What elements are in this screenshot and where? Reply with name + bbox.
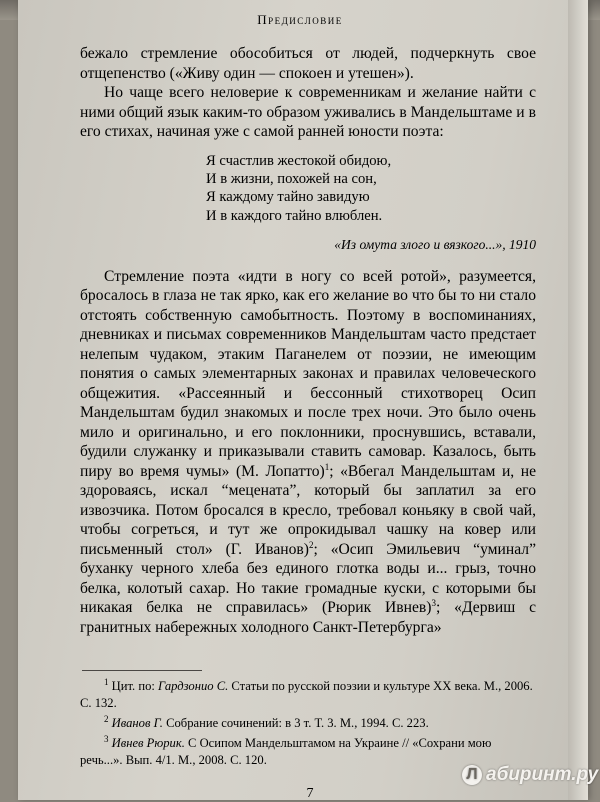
main-text bbox=[80, 44, 536, 637]
labirint-logo-icon: Л bbox=[462, 765, 482, 785]
footnote-separator bbox=[82, 670, 202, 671]
footnote-text: Статьи по русской поэзии и культуре XX века. М., 2006. С. 132. bbox=[80, 679, 533, 710]
paragraph-3-part-4: ; «Дервиш с гранитных набережных холодного Санкт-Петербурга» bbox=[80, 599, 536, 636]
running-head: Предисловие bbox=[257, 12, 343, 27]
footnote-ref-3: 3 bbox=[431, 597, 436, 608]
watermark-text: абиринт.ру bbox=[486, 764, 599, 785]
footnote-lead: Цит. по: bbox=[111, 679, 159, 693]
footnote-ref-2: 2 bbox=[308, 539, 314, 550]
footnote-ref-1: 1 bbox=[324, 461, 330, 472]
paragraph-2: Но чаще всего неловерие к современникам и желание найти с ними общий язык каким-то образом уживались в Мандельштаме и в его стихах, начиная уже с самой ранней юности поэта: bbox=[80, 84, 536, 140]
poem-quote bbox=[206, 152, 536, 226]
poem-attribution: «Из омута злого и вязкого...», 1910 bbox=[334, 237, 536, 253]
paragraph-3-part-3: ; «Осип Эмильевич “уминал” буханку черного хлеба без единого глотка воды и... грыз, точно белка, колотый сахар. Но такие громадные куски, с которыми бы никакая белка не справилась» (Рюрик Ивнев) bbox=[80, 540, 536, 617]
footnote-2 bbox=[80, 715, 536, 732]
paragraph-3-part-2: ; «Вбегал Мандельштам и, не здороваясь, искал “мецената”, который бы заплатил за его извозчика. Потом бросался в кресло, требовал коньяку в свой чай, чтобы согреться, и тут же опрокидывал чашку на ковер или письменный стол» (Г. Иванов) bbox=[80, 462, 536, 558]
footnote-number: 3 bbox=[104, 733, 109, 744]
paragraph-continuation: бежало стремление обособиться от людей, подчеркнуть свое отщепенство («Живу один — спокоен и утешен»). bbox=[80, 45, 536, 82]
footnote-author: Гардзонио С. bbox=[158, 679, 229, 693]
page-edge bbox=[568, 0, 588, 800]
paragraph-3 bbox=[80, 267, 536, 638]
poem-line: Я счастлив жестокой обидою, bbox=[206, 152, 392, 169]
footnotes bbox=[80, 678, 536, 772]
poem-line: И в жизни, похожей на сон, bbox=[206, 170, 377, 187]
footnote-1 bbox=[80, 678, 536, 712]
labirint-watermark bbox=[462, 764, 598, 786]
poem-line: Я каждому тайно завидую bbox=[206, 189, 370, 206]
footnote-number: 1 bbox=[104, 676, 109, 687]
paragraph-3-part-1: Стремление поэта «идти в ногу со всей ротой», разумеется, бросалось в глаза не так ярко, как его желание во что бы то ни стало отстоять собственную самобытность. Поэтому в воспоминаниях, дневниках и письмах современников Мандельштам часто предстает нелепым чудаком, этаким Паганелем от поэзии, не имеющим понятия о самых элементарных законах и правилах человеческого общежития. «Рассеянный и бессонный стихотворец Осип Мандельштам будил знакомых и после трех ночи. Это было очень мило и оригинально, и его поклонники, проснувшись, вставали, будили служанку и приказывали ставить самовар. Казалось, быть пиру во время чумы» (М. Лопатто) bbox=[80, 267, 536, 480]
page-number: 7 bbox=[306, 786, 314, 801]
footnote-author: Иванов Г. bbox=[111, 716, 163, 730]
footnote-text: С Осипом Мандельштамом на Украине // «Сохрани мою речь...». Вып. 4/1. М., 2008. С. 120. bbox=[80, 736, 492, 767]
footnote-number: 2 bbox=[104, 713, 109, 724]
footnote-author: Ивнев Рюрик. bbox=[111, 736, 185, 750]
poem-line: И в каждого тайно влюблен. bbox=[206, 207, 383, 224]
footnote-text: Собрание сочинений: в 3 т. Т. 3. М., 1994. С. 223. bbox=[162, 716, 429, 730]
